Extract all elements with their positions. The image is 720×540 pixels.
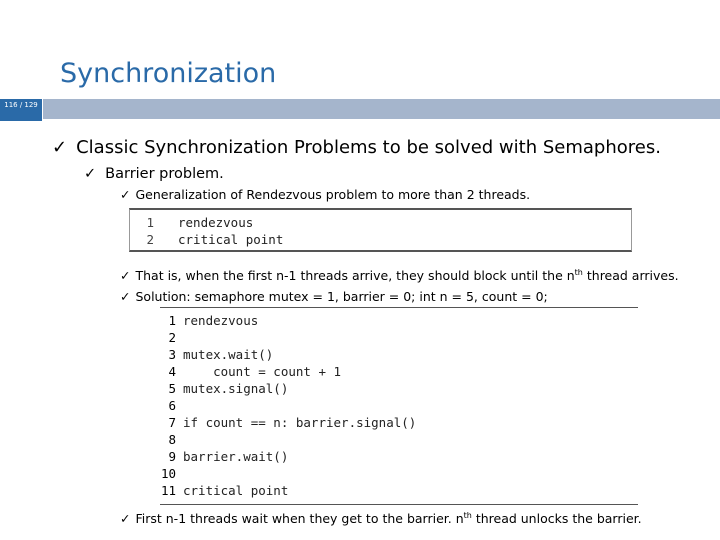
code-text: count = count + 1 (183, 364, 342, 379)
code-block-barrier (160, 307, 638, 505)
code-text: rendezvous (178, 215, 254, 230)
code-line (136, 232, 284, 247)
code-line (136, 215, 254, 230)
line-number: 2 (146, 232, 154, 247)
line-number: 8 (168, 432, 176, 447)
code-line (148, 466, 176, 481)
line-number: 1 (146, 215, 154, 230)
superscript: th (463, 511, 472, 520)
code-line (148, 381, 289, 396)
code-line (148, 483, 289, 498)
slide-number: 116 / 129 (0, 99, 42, 121)
code-line (148, 398, 176, 413)
code-block-rendezvous (129, 208, 632, 252)
bullet-text: Generalization of Rendezvous problem to more than 2 threads. (135, 187, 531, 202)
check-icon: ✓ (120, 187, 131, 202)
code-text: mutex.wait() (183, 347, 274, 362)
check-icon: ✓ (84, 166, 97, 182)
bullet-text: First n-1 threads wait when they get to the barrier. n (135, 511, 464, 527)
code-text: mutex.signal() (183, 381, 289, 396)
line-number: 7 (168, 415, 176, 430)
code-text: if count == n: barrier.signal() (183, 415, 417, 430)
bullet-level3 (120, 268, 679, 283)
line-number: 10 (160, 466, 176, 481)
bullet-level1 (52, 137, 661, 158)
line-number: 6 (168, 398, 176, 413)
bullet-text: thread arrives. (582, 268, 679, 284)
bullet-text: thread unlocks the barrier. (471, 511, 642, 527)
check-icon: ✓ (52, 137, 68, 158)
bullet-text: Solution: semaphore mutex = 1, barrier = 0; int n = 5, count = 0; (135, 289, 548, 304)
line-number: 5 (168, 381, 176, 396)
bullet-text: Barrier problem. (105, 166, 224, 182)
line-number: 2 (168, 330, 176, 345)
line-number: 4 (168, 364, 176, 379)
bullet-text: That is, when the first n-1 threads arrive, they should block until the n (135, 268, 575, 284)
code-line (148, 330, 176, 345)
line-number: 1 (168, 313, 176, 328)
check-icon: ✓ (120, 289, 131, 304)
code-text: critical point (183, 483, 289, 498)
code-line (148, 432, 176, 447)
code-line (148, 347, 274, 362)
code-line (148, 415, 417, 430)
bullet-level2 (84, 166, 224, 182)
bullet-text: Classic Synchronization Problems to be solved with Semaphores. (76, 137, 661, 158)
bullet-level3 (120, 511, 642, 526)
line-number: 11 (160, 483, 176, 498)
superscript: th (574, 268, 583, 277)
line-number: 9 (168, 449, 176, 464)
code-text: rendezvous (183, 313, 259, 328)
slide-title: Synchronization (60, 58, 277, 89)
bullet-level3 (120, 187, 530, 202)
bullet-level3 (120, 289, 548, 304)
check-icon: ✓ (120, 511, 131, 527)
title-underline-bar (43, 99, 720, 119)
code-line (148, 313, 259, 328)
code-line (148, 364, 342, 379)
line-number: 3 (168, 347, 176, 362)
check-icon: ✓ (120, 268, 131, 284)
code-text: critical point (178, 232, 284, 247)
code-text: barrier.wait() (183, 449, 289, 464)
code-line (148, 449, 289, 464)
